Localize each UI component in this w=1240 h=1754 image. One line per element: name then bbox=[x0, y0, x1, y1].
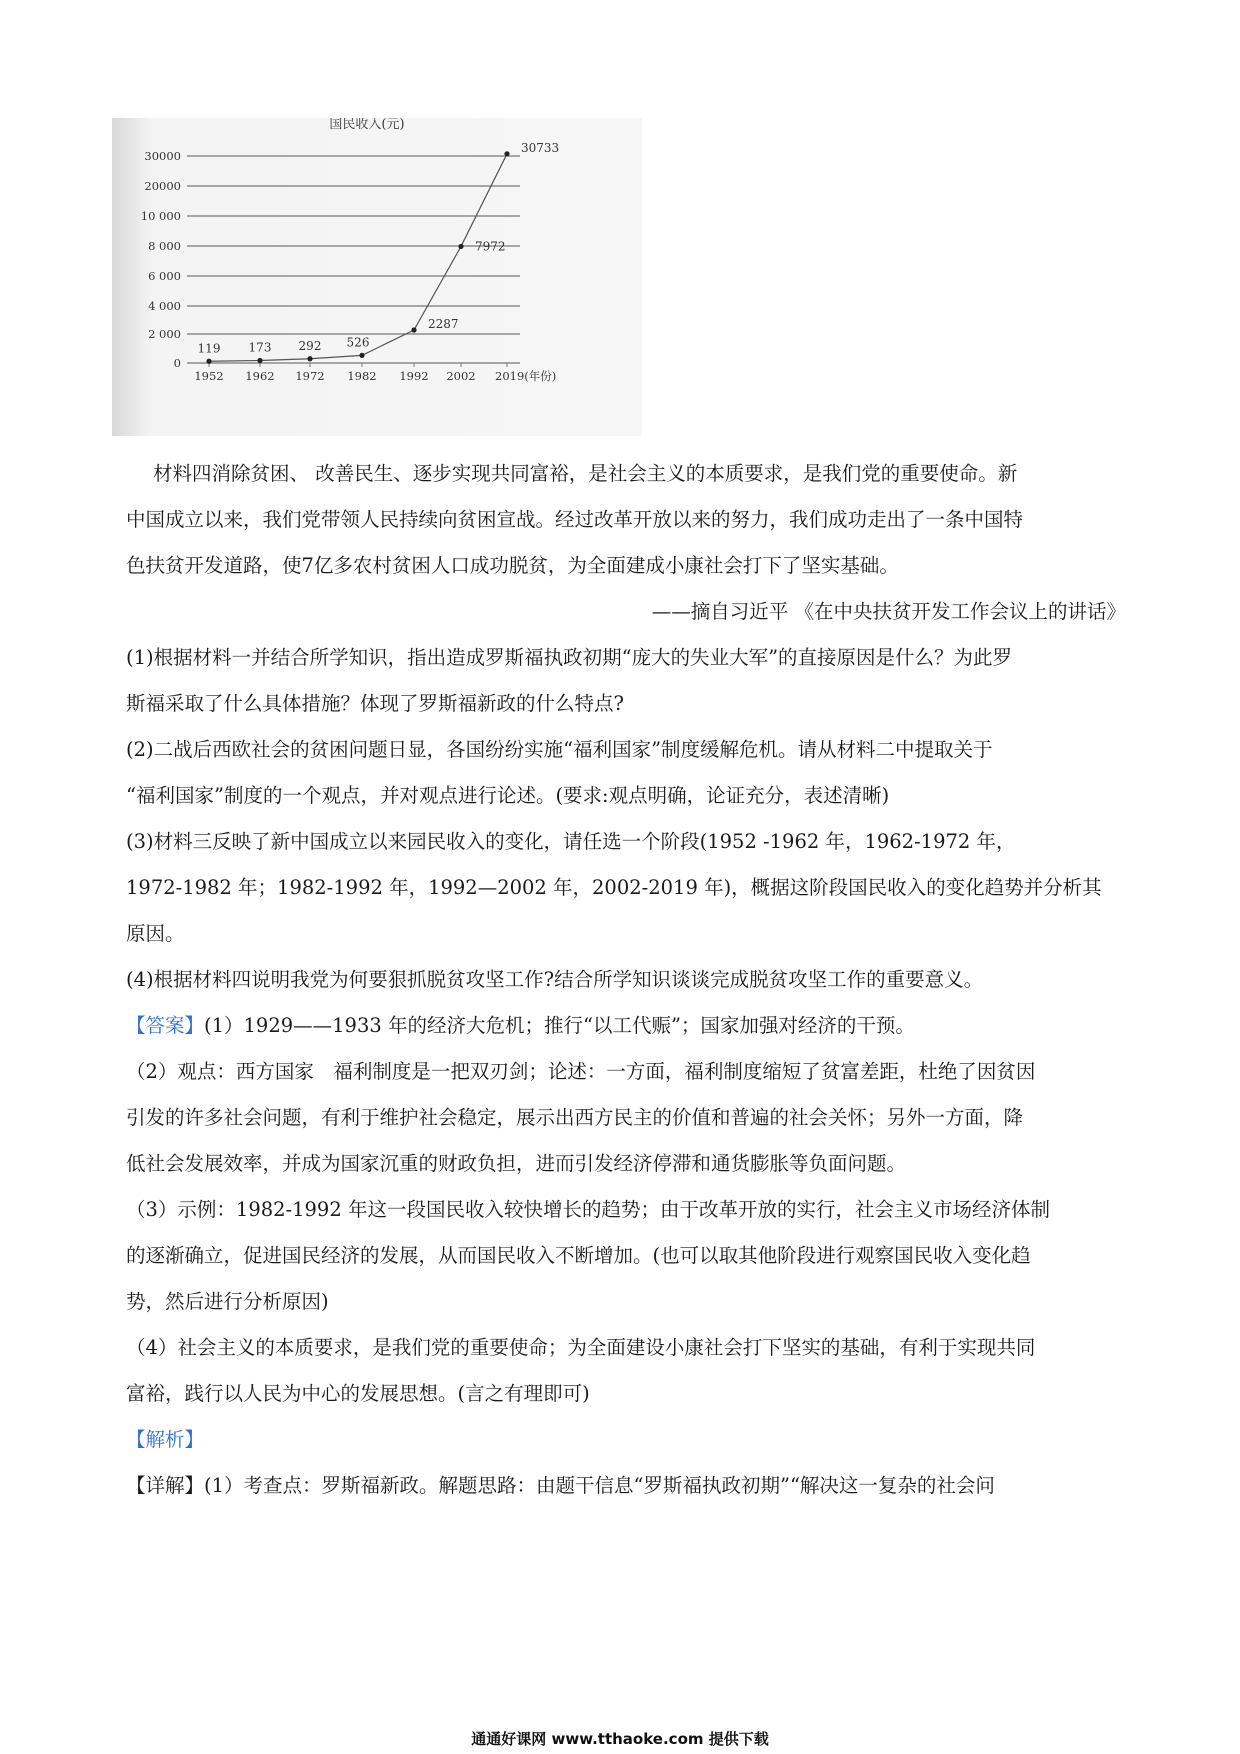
data-point bbox=[504, 151, 509, 156]
answer-line-1 bbox=[126, 1009, 1126, 1043]
x-tick-label: 1992 bbox=[399, 369, 429, 383]
question-1-line-1: (1)根据材料一并结合所学知识，指出造成罗斯福执政初期“庞大的失业大军”的直接原因是什么？为此罗 bbox=[126, 646, 1013, 669]
question-3-line-2: 1972-1982 年；1982-1992 年，1992—2002 年，2002-2019 年)，概据这阶段国民收入的变化趋势并分析其 bbox=[126, 876, 1102, 899]
data-label: 30733 bbox=[521, 140, 560, 155]
data-point bbox=[411, 327, 416, 332]
data-label: 119 bbox=[197, 341, 221, 356]
data-label: 7972 bbox=[475, 239, 506, 254]
answer-2-line-1: （2）观点：西方国家 福利制度是一把双刃剑；论述：一方面，福利制度缩短了贫富差距，杜绝了因贫因 bbox=[126, 1060, 1036, 1083]
detail-line-1 bbox=[126, 1469, 1126, 1503]
answer-label: 【答案】 bbox=[126, 1014, 205, 1037]
data-point bbox=[359, 353, 364, 358]
material-four-line-2: 中国成立以来，我们党带领人民持续向贫困宣战。经过改革开放以来的努力，我们成功走出了一条中国特 bbox=[126, 508, 1024, 531]
y-tick-label: 8 000 bbox=[148, 239, 181, 253]
x-tick-label: 1982 bbox=[347, 369, 377, 383]
x-tick-label: 1972 bbox=[295, 369, 325, 383]
y-tick-label: 10 000 bbox=[140, 209, 181, 223]
detail-text: (1）考查点：罗斯福新政。解题思路：由题干信息“罗斯福执政初期”“解决这一复杂的社会问 bbox=[204, 1474, 995, 1497]
data-label: 292 bbox=[298, 338, 322, 353]
x-tick-label: 1952 bbox=[194, 369, 224, 383]
data-point bbox=[458, 244, 463, 249]
question-4-line-1: (4)根据材料四说明我党为何要狠抓脱贫攻坚工作?结合所学知识谈谈完成脱贫攻坚工作的重要意义。 bbox=[126, 968, 984, 991]
answer-4-line-1: （4）社会主义的本质要求，是我们党的重要使命；为全面建设小康社会打下坚实的基础，有利于实现共同 bbox=[126, 1336, 1036, 1359]
data-point bbox=[257, 358, 262, 363]
y-tick-label: 6 000 bbox=[148, 269, 181, 283]
analysis-label: 【解析】 bbox=[126, 1428, 205, 1451]
question-3-line-3: 原因。 bbox=[126, 922, 185, 945]
x-tick-label: 2002 bbox=[446, 369, 476, 383]
y-tick-label: 2 000 bbox=[148, 327, 181, 341]
data-label: 173 bbox=[248, 340, 272, 355]
answer-3-line-1: （3）示例：1982-1992 年这一段国民收入较快增长的趋势；由于改革开放的实行，社会主义市场经济体制 bbox=[126, 1198, 1050, 1221]
y-tick-label: 20000 bbox=[144, 179, 181, 193]
chart-title: 国民收入(元) bbox=[329, 118, 405, 132]
answer-2-line-2: 引发的许多社会问题，有利于维护社会稳定，展示出西方民主的价值和普遍的社会关怀；另外一方面，降 bbox=[126, 1106, 1024, 1129]
x-tick-label: 1962 bbox=[245, 369, 275, 383]
footer-source: 通通好课网 www.tthaoke.com 提供下载 bbox=[471, 1730, 769, 1748]
question-2-line-1: (2)二战后西欧社会的贫困问题日显，各国纷纷实施“福利国家”制度缓解危机。请从材料二中提取关于 bbox=[126, 738, 993, 761]
series-line bbox=[209, 154, 507, 361]
y-tick-label: 30000 bbox=[144, 149, 181, 163]
y-tick-label: 4 000 bbox=[148, 299, 181, 313]
material-four-source: ——摘自习近平 《在中央扶贫开发工作会议上的讲话》 bbox=[651, 600, 1126, 623]
answer-1-text: (1）1929——1933 年的经济大危机；推行“以工代赈”；国家加强对经济的干预。 bbox=[204, 1014, 915, 1037]
question-1-line-2: 斯福采取了什么具体措施？体现了罗斯福新政的什么特点? bbox=[126, 692, 624, 715]
answer-4-line-2: 富裕，践行以人民为中心的发展思想。(言之有理即可) bbox=[126, 1382, 590, 1405]
data-point bbox=[206, 359, 211, 364]
question-3-line-1: (3)材料三反映了新中国成立以来园民收入的变化，请任选一个阶段(1952 -1962 年，1962-1972 年， bbox=[126, 830, 1016, 853]
chart-svg bbox=[112, 118, 642, 436]
national-income-chart bbox=[112, 118, 642, 436]
data-label: 2287 bbox=[428, 316, 459, 331]
detail-label: 【详解】 bbox=[126, 1474, 205, 1497]
answer-3-line-2: 的逐渐确立，促进国民经济的发展，从而国民收入不断增加。(也可以取其他阶段进行观察国民收入变化趋 bbox=[126, 1244, 1031, 1267]
x-tick-label: 2019(年份) bbox=[495, 369, 557, 383]
question-2-line-2: “福利国家”制度的一个观点，并对观点进行论述。(要求:观点明确，论证充分，表述清晰) bbox=[126, 784, 890, 807]
material-four-line-1: 材料四消除贫困、 改善民生、逐步实现共同富裕，是社会主义的本质要求，是我们党的重要使命。新 bbox=[153, 462, 1018, 485]
y-tick-label: 0 bbox=[173, 356, 181, 370]
data-point bbox=[307, 356, 312, 361]
answer-2-line-3: 低社会发展效率，并成为国家沉重的财政负担，进而引发经济停滞和通货膨胀等负面问题。 bbox=[126, 1152, 907, 1175]
data-label: 526 bbox=[346, 335, 370, 350]
answer-3-line-3: 势，然后进行分析原因) bbox=[126, 1290, 329, 1313]
material-four-line-3: 色扶贫开发道路，使7亿多农村贫困人口成功脱贫，为全面建成小康社会打下了坚实基础。 bbox=[126, 554, 899, 577]
